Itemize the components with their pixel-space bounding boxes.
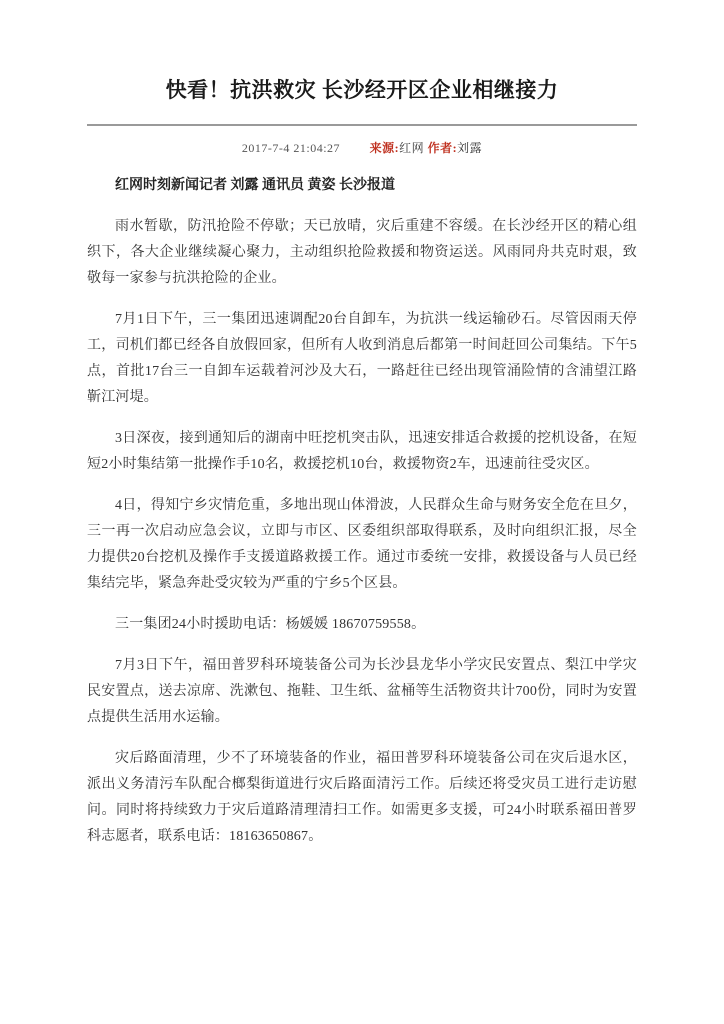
article-paragraph-7: 灾后路面清理，少不了环境装备的作业，福田普罗科环境装备公司在灾后退水区，派出义务清污车队配合榔梨街道进行灾后路面清污工作。后续还将受灾员工进行走访慰问。同时将持续致力于灾后道路清理清扫工作。如需更多支援，可24小时联系福田普罗科志愿者，联系电话：18163650867。 xyxy=(87,751,637,845)
article-body xyxy=(87,214,637,850)
article-paragraph-1: 雨水暂歇，防汛抢险不停歇；天已放晴，灾后重建不容缓。在长沙经开区的精心组织下，各大企业继续凝心聚力，主动组织抢险救援和物资运送。风雨同舟共克时艰，致敬每一家参与抗洪抢险的企业。 xyxy=(87,219,637,287)
article-title: 快看！抗洪救灾 长沙经开区企业相继接力 xyxy=(165,78,559,102)
author-value: 刘露 xyxy=(457,141,483,156)
article-byline: 红网时刻新闻记者 刘露 通讯员 黄姿 长沙报道 xyxy=(115,178,395,194)
article-paragraph-6: 7月3日下午，福田普罗科环境装备公司为长沙县龙华小学灾民安置点、梨江中学灾民安置点，送去凉席、洗漱包、拖鞋、卫生纸、盆桶等生活物资共计700份，同时为安置点提供生活用水运输。 xyxy=(87,658,637,726)
source-label: 来源: xyxy=(369,141,400,156)
source-group xyxy=(370,141,425,155)
article-meta xyxy=(87,139,637,156)
article-paragraph-5: 三一集团24小时援助电话：杨媛媛 18670759558。 xyxy=(115,617,426,633)
author-group xyxy=(428,141,483,155)
article-paragraph-3: 3日深夜，接到通知后的湖南中旺挖机突击队，迅速安排适合救援的挖机设备，在短短2小时集结第一批操作手10名，救援挖机10台，救援物资2车，迅速前往受灾区。 xyxy=(87,431,637,473)
author-label: 作者: xyxy=(427,141,458,156)
article-paragraph-2: 7月1日下午，三一集团迅速调配20台自卸车，为抗洪一线运输砂石。尽管因雨天停工，司机们都已经各自放假回家，但所有人收到消息后都第一时间赶回公司集结。下午5点，首批17台三一自卸车运载着河沙及大石，一路赶往已经出现管涌险情的含浦望江路靳江河堤。 xyxy=(87,312,637,406)
publish-datetime: 2017-7-4 21:04:27 xyxy=(241,141,341,156)
article-paragraph-4: 4日，得知宁乡灾情危重，多地出现山体滑波，人民群众生命与财务安全危在旦夕，三一再一次启动应急会议，立即与市区、区委组织部取得联系，及时向组织汇报，尽全力提供20台挖机及操作手支援道路救援工作。通过市委统一安排，救援设备与人员已经集结完毕，紧急奔赴受灾较为严重的宁乡5个区县。 xyxy=(87,498,637,592)
source-value: 红网 xyxy=(399,141,425,156)
title-divider xyxy=(87,124,637,126)
